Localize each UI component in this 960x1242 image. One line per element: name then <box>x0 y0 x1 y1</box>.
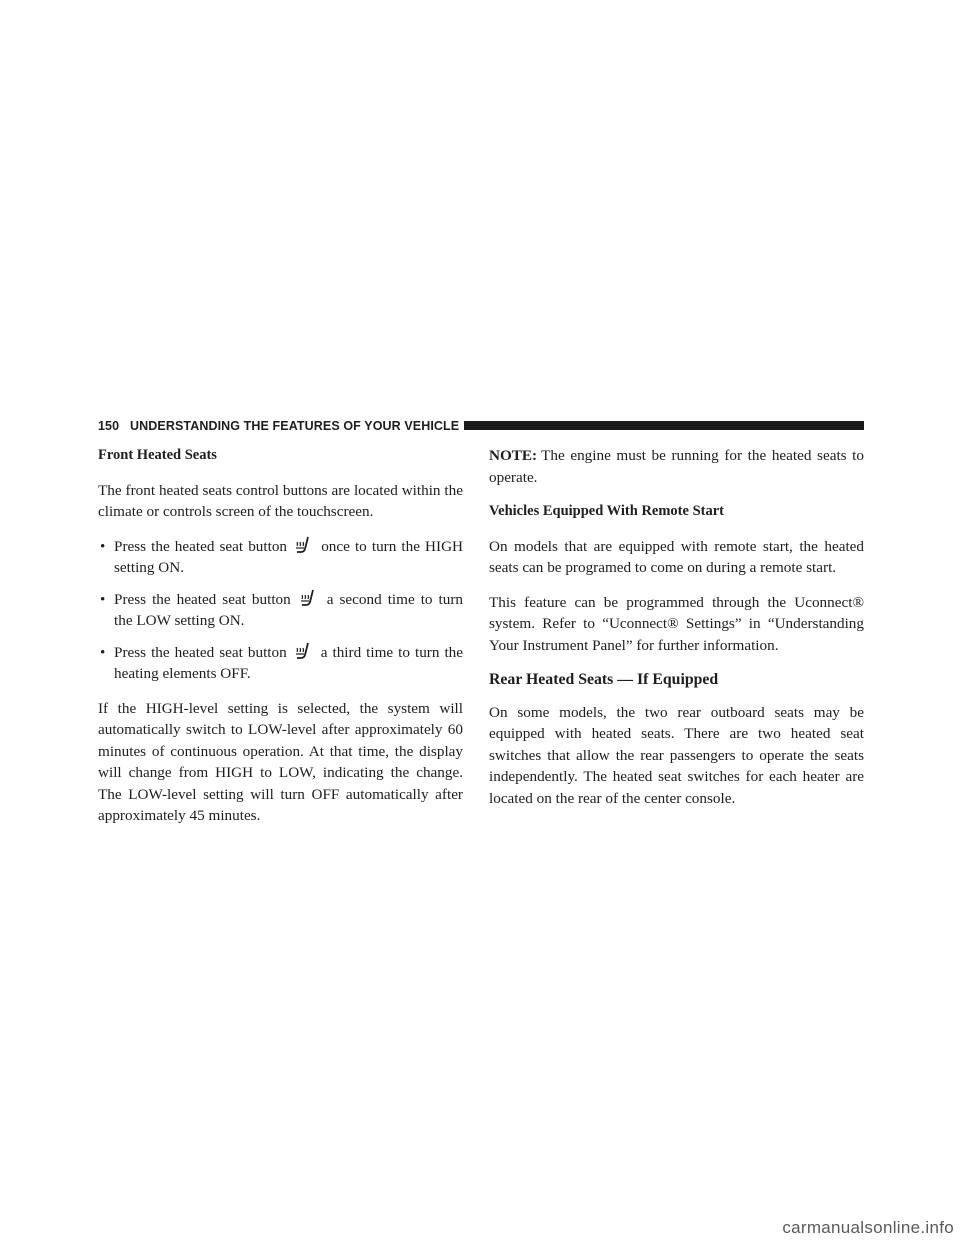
right-column <box>489 445 864 822</box>
section-title: UNDERSTANDING THE FEATURES OF YOUR VEHICLE <box>130 419 460 433</box>
bullet-dot: • <box>100 590 106 608</box>
bullet-text-before: Press the heated seat button <box>114 590 291 608</box>
header-rule <box>464 421 864 430</box>
rear-paragraph: On some models, the two rear outboard seats may be equipped with heated seats. There are two heated seat switches that allow the rear passengers to operate the seats independently. The heated seat switches for each heater are located on the rear of the center console. <box>489 703 864 807</box>
note-text: The engine must be running for the heated seats to operate. <box>489 447 864 486</box>
list-item <box>98 642 463 685</box>
list-item <box>98 589 463 632</box>
heading-remote-start: Vehicles Equipped With Remote Start <box>489 503 724 519</box>
left-column <box>98 445 463 840</box>
bullet-text-after: a third time to turn the heating elements OFF. <box>114 643 464 682</box>
intro-paragraph: The front heated seats control buttons are located within the climate or controls screen of the touchscreen. <box>98 481 463 520</box>
heated-seat-icon <box>299 589 319 607</box>
note-label: NOTE: <box>489 447 538 464</box>
heated-seat-icon <box>294 536 314 554</box>
watermark: carmanualsonline.info <box>782 1218 954 1237</box>
closing-paragraph: If the HIGH-level setting is selected, the system will automatically switch to LOW-level after approximately 60 minutes of continuous operation. At that time, the display will change from HIGH to LOW, indicating the change. The LOW-level setting will turn OFF automatically after approximately 45 minutes. <box>98 699 463 824</box>
page-number: 150 <box>98 419 120 433</box>
bullet-text-before: Press the heated seat button <box>114 537 288 555</box>
heading-front-heated-seats: Front Heated Seats <box>98 447 217 463</box>
note-paragraph <box>489 445 864 488</box>
list-item <box>98 536 463 579</box>
bullet-dot: • <box>100 643 106 661</box>
heated-seat-icon <box>294 642 314 660</box>
bullet-dot: • <box>100 537 106 555</box>
bullet-text-after: a second time to turn the LOW setting ON. <box>114 590 464 629</box>
remote-paragraph-1: On models that are equipped with remote start, the heated seats can be programed to come on during a remote start. <box>489 537 864 576</box>
bullet-text-before: Press the heated seat button <box>114 643 287 661</box>
heading-rear-heated-seats: Rear Heated Seats — If Equipped <box>489 671 719 688</box>
page-header <box>98 419 864 433</box>
bullet-text-after: once to turn the HIGH setting ON. <box>114 537 464 576</box>
instruction-list <box>98 536 463 685</box>
remote-paragraph-2: This feature can be programmed through the Uconnect® system. Refer to “Uconnect® Settings” in “Understanding Your Instrument Panel” for further information. <box>489 593 864 654</box>
